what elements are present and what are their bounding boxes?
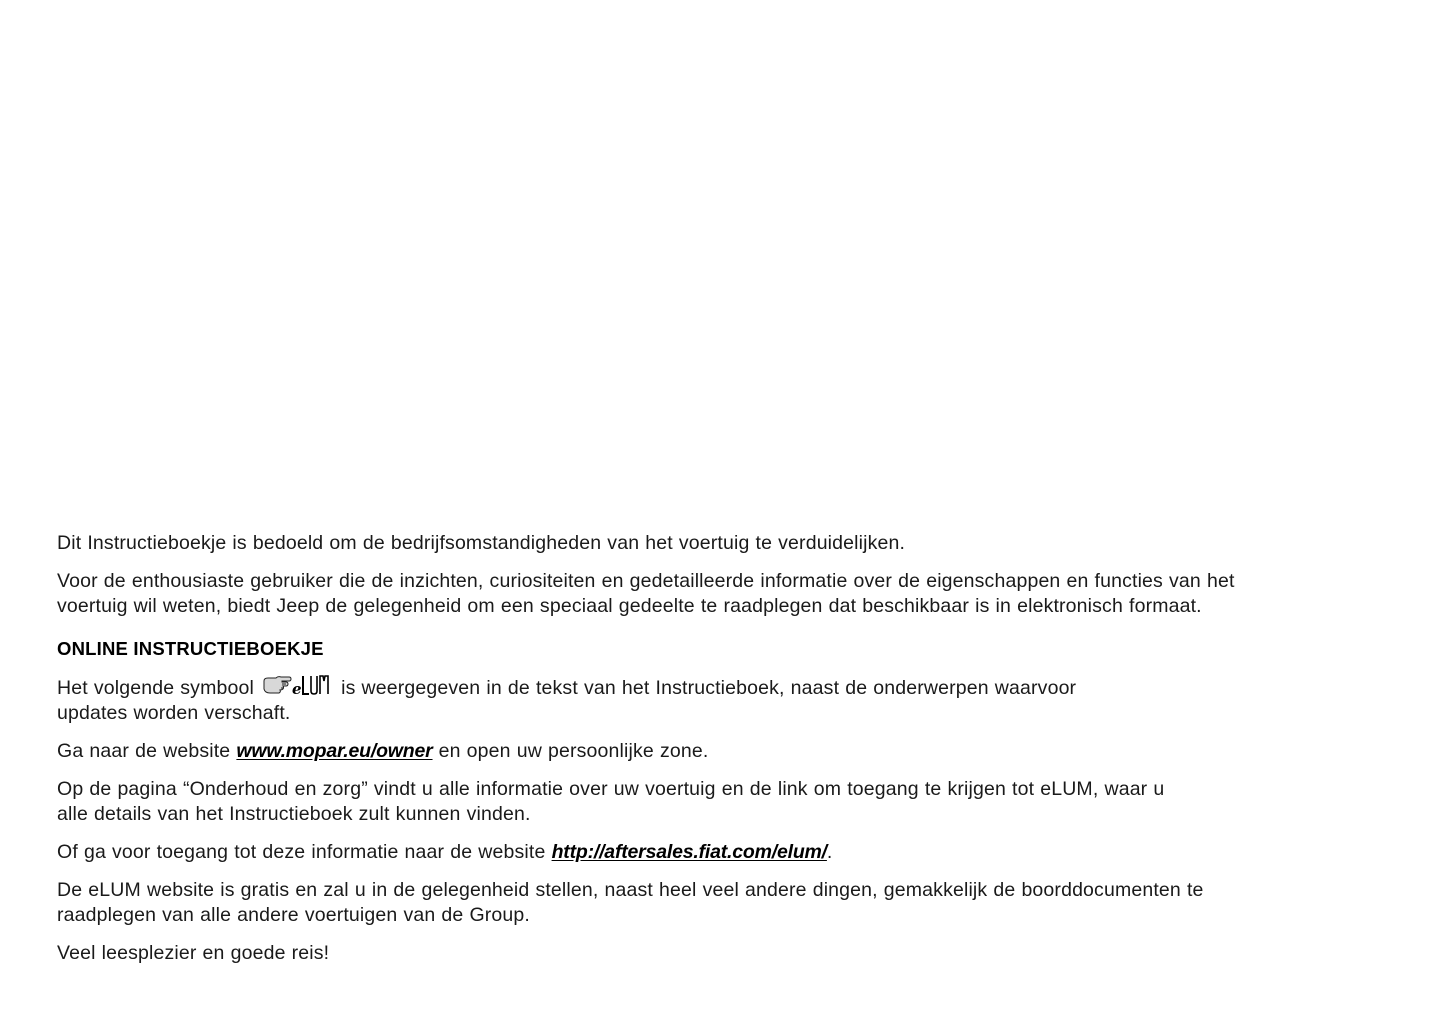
mopar-text-before: Ga naar de website [57,740,231,762]
maintenance-paragraph [57,777,1357,827]
section-heading: ONLINE INSTRUCTIEBOEKJE [57,638,324,659]
aftersales-text-after: . [826,841,833,863]
intro-text: Dit Instructieboekje is bedoeld om de bedrijfsomstandigheden van het voertuig te verduidelijken. [57,532,906,554]
symbol-paragraph [57,673,1357,726]
elum-line-1: De eLUM website is gratis en zal u in de gelegenheid stellen, naast heel veel andere dingen, gemakkelijk de boorddocumenten te [57,879,1204,901]
hand-pointer-elum-icon [262,673,332,697]
symbol-text-line-2: updates worden verschaft. [57,702,291,724]
elum-website-paragraph [57,878,1357,928]
symbol-text-after: is weergegeven in de tekst van het Instructieboek, naast de onderwerpen waarvoor [341,677,1077,699]
mopar-text-after: en open uw persoonlijke zone. [438,740,709,762]
closing-text: Veel leesplezier en goede reis! [57,942,330,964]
enthusiast-paragraph [57,569,1357,619]
mopar-owner-link[interactable]: www.mopar.eu/owner [236,740,433,762]
intro-paragraph [57,531,1357,556]
aftersales-elum-link[interactable]: http://aftersales.fiat.com/elum/ [551,841,827,863]
maintenance-line-1: Op de pagina “Onderhoud en zorg” vindt u alle informatie over uw voertuig en de link om toegang te krijgen tot eLUM, waar u [57,778,1165,800]
maintenance-line-2: alle details van het Instructieboek zult kunnen vinden. [57,803,531,825]
svg-text:e: e [292,680,302,697]
symbol-text-before: Het volgende symbool [57,677,254,699]
aftersales-text-before: Of ga voor toegang tot deze informatie naar de website [57,841,546,863]
enthusiast-line-2: voertuig wil weten, biedt Jeep de gelegenheid om een speciaal gedeelte te raadplegen dat beschikbaar is in elektronisch formaat. [57,595,1202,617]
elum-line-2: raadplegen van alle andere voertuigen van de Group. [57,904,530,926]
enthusiast-line-1: Voor de enthousiaste gebruiker die de inzichten, curiositeiten en gedetailleerde informatie over de eigenschappen en functies van het [57,570,1235,592]
mopar-paragraph [57,739,1357,764]
document-page [57,531,1357,979]
aftersales-paragraph [57,840,1357,865]
closing-paragraph [57,941,1357,966]
